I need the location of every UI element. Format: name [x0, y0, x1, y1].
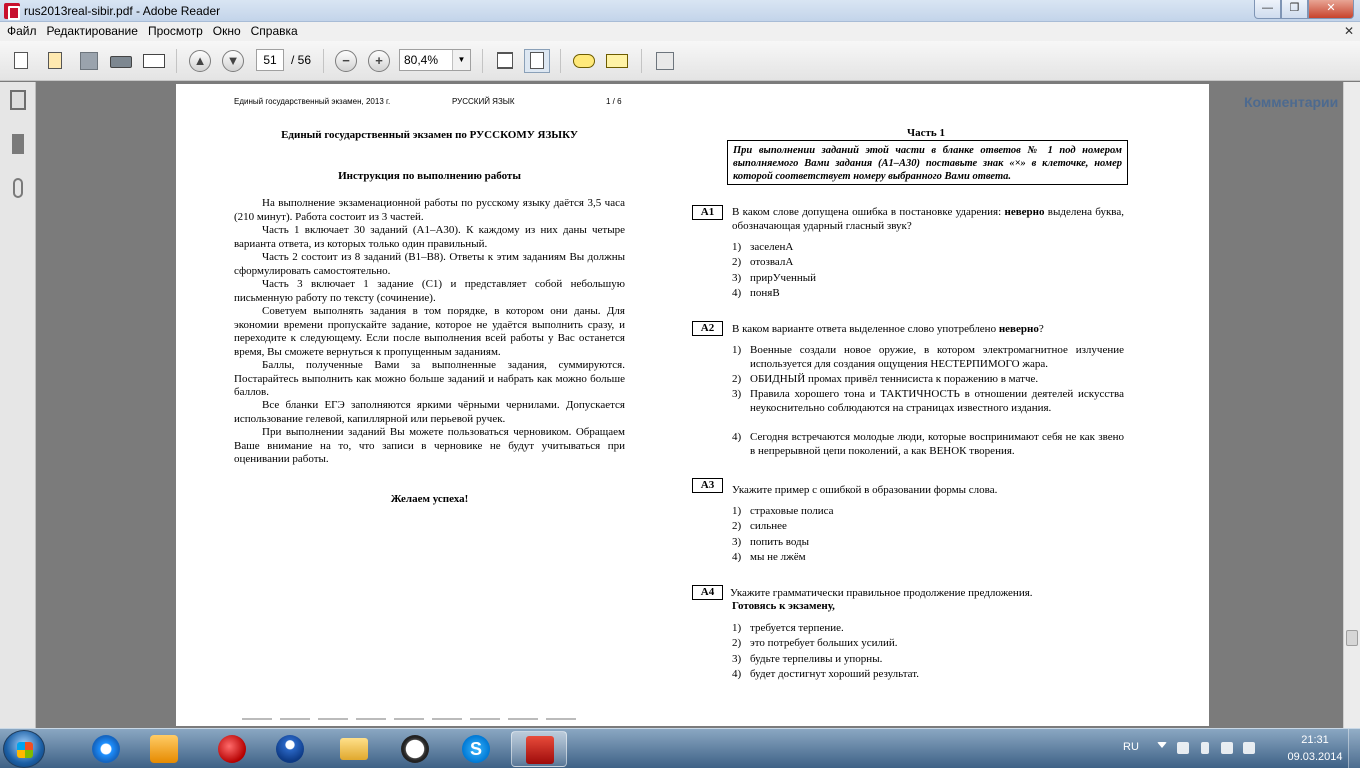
instruction-paragraph: Все бланки ЕГЭ заполняются яркими чёрными чернилами. Допускается использование гелевой, капиллярной или перьевой ручек. [234, 399, 625, 425]
zoom-value: 80,4% [404, 53, 439, 67]
comments-pane-link[interactable]: Комментарии [1244, 94, 1339, 110]
volume-icon[interactable] [1243, 742, 1255, 754]
taskbar-pin-app[interactable] [204, 731, 260, 767]
toolbar-divider [176, 49, 177, 73]
menu-window[interactable]: Окно [212, 24, 241, 38]
page-header-center: РУССКИЙ ЯЗЫК [452, 97, 515, 106]
menu-view[interactable]: Просмотр [147, 24, 203, 38]
menu-file[interactable]: Файл [7, 24, 37, 38]
paperclip-icon[interactable] [13, 178, 23, 198]
part-title: Часть 1 [907, 127, 945, 139]
taskbar-clock-app[interactable] [387, 731, 443, 767]
combine-files-button[interactable] [42, 49, 68, 73]
zoom-select[interactable] [399, 49, 471, 71]
fullscreen-button[interactable] [652, 49, 678, 73]
answer-option: 4) будет достигнут хороший результат. [732, 668, 920, 680]
save-button[interactable] [76, 49, 102, 73]
answer-option: 2) это потребует больших усилий. [732, 637, 898, 649]
combine-files-icon [48, 52, 62, 69]
toolbar-divider [560, 49, 561, 73]
arrow-up-icon: ▲ [189, 50, 211, 72]
pushpin-icon [218, 735, 246, 763]
vertical-scrollbar[interactable] [1343, 82, 1360, 728]
menu-edit[interactable]: Редактирование [46, 24, 138, 38]
toolbar-divider [323, 49, 324, 73]
skype-icon: S [462, 735, 490, 763]
answer-option: 3) будьте терпеливы и упорны. [732, 653, 883, 665]
next-page-button[interactable] [220, 49, 246, 73]
minus-icon: − [335, 50, 357, 72]
answer-option: 2) сильнее [732, 520, 787, 532]
question-label: А4 [692, 585, 723, 600]
chevron-up-icon[interactable] [1157, 742, 1167, 748]
clock-time[interactable]: 21:31 [1301, 734, 1329, 746]
window-title: rus2013real-sibir.pdf - Adobe Reader [24, 4, 221, 18]
question-label: А3 [692, 478, 723, 493]
save-icon [80, 52, 98, 70]
page-header-left: Единый государственный экзамен, 2013 г. [234, 97, 391, 106]
highlighter-icon [606, 54, 628, 68]
window-controls [1254, 0, 1354, 20]
toolbar-divider [641, 49, 642, 73]
good-luck-text: Желаем успеха! [390, 493, 469, 505]
clock-icon [401, 735, 429, 763]
user-icon [276, 735, 304, 763]
instruction-paragraph: Часть 1 включает 30 заданий (А1–А30). К каждому из них даны четыре варианта ответа, из которых только один правильный. [234, 224, 625, 250]
adobe-reader-icon [4, 3, 20, 19]
create-pdf-button[interactable] [8, 49, 34, 73]
highlight-button[interactable] [604, 49, 630, 73]
taskbar-media-player[interactable] [136, 731, 192, 767]
mail-icon [143, 54, 165, 68]
signal-icon[interactable] [1221, 742, 1233, 754]
question-text: В каком слове допущена ошибка в постановке ударения: неверно выделена буква, обозначающая ударный гласный звук? [732, 206, 1124, 232]
print-button[interactable] [108, 49, 134, 73]
instruction-paragraph: Советуем выполнять задания в том порядке, в котором они даны. Для экономии времени пропускайте задание, которое не удаётся выполнить сразу, и переходите к следующему. Если после выполнения всей работы у Вас останется время, Вы сможете вернуться к пропущенным заданиям. [234, 305, 625, 358]
clock-date[interactable]: 09.03.2014 [1287, 751, 1343, 763]
question-text: Укажите грамматически правильное продолжение предложения. [730, 587, 1033, 599]
bookmark-icon[interactable] [12, 134, 24, 154]
taskbar-adobe-reader[interactable] [511, 731, 567, 767]
internet-explorer-icon [92, 735, 120, 763]
adobe-reader-icon [526, 736, 554, 764]
zoom-out-button[interactable] [333, 49, 359, 73]
taskbar-skype[interactable] [448, 731, 504, 767]
menu-help[interactable]: Справка [250, 24, 298, 38]
system-tray [1115, 729, 1360, 768]
answer-option: 1) требуется терпение. [732, 622, 844, 634]
print-icon [110, 56, 132, 68]
answer-option: 1) страховые полиса [732, 505, 834, 517]
start-button[interactable] [3, 730, 45, 768]
answer-option: 1) Военные создали новое оружие, в котором электромагнитное излучение используется для создания ощущения НЕСТЕРПИМОГО жара. [732, 344, 1124, 370]
scroll-mode-button[interactable] [492, 49, 518, 73]
question-subtext: Готовясь к экзамену, [732, 600, 835, 612]
part-instruction-box: При выполнении заданий этой части в бланке ответов № 1 под номером выполняемого Вами задания (А1–А30) поставьте знак «×» в клеточке, номер которой соответствует номеру выбранного Вами ответа. [727, 140, 1128, 185]
page-header-right: 1 / 6 [606, 97, 622, 106]
email-button[interactable] [141, 49, 167, 73]
comment-button[interactable] [571, 49, 597, 73]
taskbar-internet-explorer[interactable] [78, 731, 134, 767]
answer-option: 2) отозвалА [732, 256, 794, 268]
chevron-down-icon[interactable]: ▼ [452, 50, 470, 70]
close-document-button[interactable]: ✕ [1343, 24, 1354, 38]
plus-icon: + [368, 50, 390, 72]
language-indicator[interactable]: RU [1123, 741, 1139, 753]
instruction-paragraph: На выполнение экзаменационной работы по русскому языку даётся 3,5 часа (210 минут). Работа состоит из 3 частей. [234, 197, 625, 223]
pdf-page [176, 84, 1209, 726]
close-button[interactable]: ✕ [1308, 0, 1354, 19]
navigation-pane [0, 82, 36, 728]
menu-bar [0, 22, 1360, 41]
page-total: / 56 [291, 53, 312, 67]
title-bar [0, 0, 1360, 22]
minimize-button[interactable]: — [1254, 0, 1281, 19]
folder-icon [340, 738, 368, 760]
expand-icon [656, 52, 674, 70]
question-label: А2 [692, 321, 723, 336]
fit-page-icon [530, 52, 544, 69]
question-text: В каком варианте ответа выделенное слово употреблено неверно? [732, 323, 1044, 335]
answer-option: 3) Правила хорошего тона и ТАКТИЧНОСТЬ в отношении деятелей искусства неукоснительно соблюдаются на страницах известного издания. [732, 388, 1124, 414]
maximize-button[interactable]: ❐ [1281, 0, 1308, 19]
instruction-paragraph: Часть 2 состоит из 8 заданий (В1–В8). Ответы к этим заданиям Вы должны сформулировать самостоятельно. [234, 251, 625, 277]
arrow-down-icon: ▼ [222, 50, 244, 72]
answer-option: 3) прирУченный [732, 272, 817, 284]
battery-icon[interactable] [1201, 742, 1209, 754]
create-pdf-icon [14, 52, 28, 69]
instruction-title: Инструкция по выполнению работы [338, 170, 521, 182]
show-desktop-button[interactable] [1348, 729, 1360, 768]
answer-option: 2) ОБИДНЫЙ промах привёл теннисиста к поражению в матче. [732, 373, 1039, 385]
taskbar-user-app[interactable] [262, 731, 318, 767]
scrollbar-thumb[interactable] [1346, 630, 1358, 646]
question-text: Укажите пример с ошибкой в образовании формы слова. [732, 484, 998, 496]
network-status-icon[interactable] [1177, 742, 1189, 754]
zoom-in-button[interactable] [366, 49, 392, 73]
taskbar-explorer[interactable] [326, 731, 382, 767]
instruction-paragraph: Часть 3 включает 1 задание (С1) и представляет собой небольшую письменную работу по тексту (сочинение). [234, 278, 625, 304]
previous-page-button[interactable] [187, 49, 213, 73]
fit-page-button[interactable] [524, 49, 550, 73]
instruction-paragraph: Баллы, полученные Вами за выполненные задания, суммируются. Постарайтесь выполнить как можно больше заданий и набрать как можно больше баллов. [234, 359, 625, 398]
page-footer-fragment [242, 718, 582, 720]
page-number-input[interactable]: 51 [256, 49, 284, 71]
answer-option: 4) Сегодня встречаются молодые люди, которые воспринимают себя не как звено в непрерывной цепи поколений, а как ВЕНОК творения. [732, 431, 1124, 457]
page-thumbnails-icon[interactable] [10, 90, 26, 110]
exam-title: Единый государственный экзамен по РУССКОМУ ЯЗЫКУ [281, 129, 578, 141]
answer-option: 3) попить воды [732, 536, 810, 548]
answer-option: 1) заселенА [732, 241, 794, 253]
toolbar-divider [482, 49, 483, 73]
speech-bubble-icon [573, 54, 595, 68]
answer-option: 4) поняВ [732, 287, 780, 299]
answer-option: 4) мы не лжём [732, 551, 806, 563]
question-label: А1 [692, 205, 723, 220]
scroll-mode-icon [497, 52, 513, 69]
taskbar [0, 728, 1360, 768]
instruction-paragraph: При выполнении заданий Вы можете пользоваться черновиком. Обращаем Ваше внимание на то, что записи в черновике не будут учитываться при оценивании работы. [234, 426, 625, 465]
media-player-icon [150, 735, 178, 763]
